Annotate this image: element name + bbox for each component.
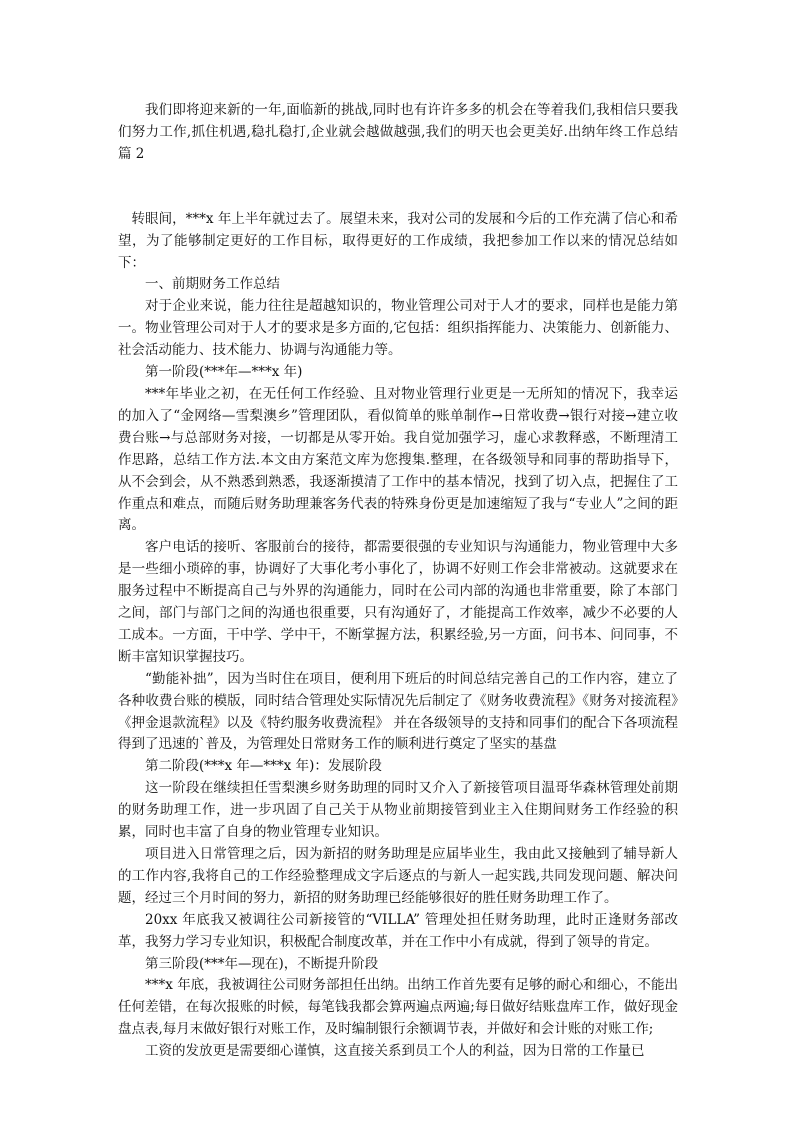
paragraph-project: 项目进入日常管理之后，因为新招的财务助理是应届毕业生，我由此又接触到了辅导新人的工作内容,我将自己的工作经验整理成文字后逐点的与新人一起实践,共同发现问题、解决问题，经过三个月时间的努力，新招的财务助理已经能够很好的胜任财务助理工作了。 bbox=[118, 846, 678, 906]
stage1-heading: 第一阶段(***年—***x 年) bbox=[145, 364, 303, 381]
paragraph-stage3: ***x 年底，我被调往公司财务部担任出纳。出纳工作首先要有足够的耐心和细心，不能出任何差错，在每次报账的时候，每笔钱我都会算两遍点两遍;每日做好结账盘库工作，做好现金盘点表,每月末做好银行对账工作，及时编制银行余额调节表，并做好和会计账的对账工作; bbox=[118, 977, 678, 1038]
paragraph-stage1: ***年毕业之初，在无任何工作经验、且对物业管理行业更是一无所知的情况下，我幸运的加入了“金网络—雪梨澳乡”管理团队，看似简单的账单制作→日常收费→银行对接→建立收费台账→与总部财务对接，一切都是从零开始。我自觉加强学习，虚心求教释惑，不断理清工作思路，总结工作方法.本文由方案范文库为您搜集.整理，在各级领导和同事的帮助指导下，从不会到会，从不熟悉到熟悉，我逐渐摸清了工作中的基本情况，找到了切入点，把握住了工作重点和难点，而随后财务助理兼客务代表的特殊身份更是加速缩短了我与“专业人”之间的距离。 bbox=[118, 385, 678, 534]
paragraph-ability: 对于企业来说，能力往往是超越知识的，物业管理公司对于人才的要求，同样也是能力第一。物业管理公司对于人才的要求是多方面的,它包括：组织指挥能力、决策能力、创新能力、社会活动能力、技术能力、协调与沟通能力等。 bbox=[118, 298, 678, 359]
paragraph-stage2: 这一阶段在继续担任雪梨澳乡财务助理的同时又介入了新接管项目温哥华森林管理处前期的财务助理工作，进一步巩固了自己关于从物业前期接管到业主入住期间财务工作经验的积累，同时也丰富了自身的物业管理专业知识。 bbox=[118, 780, 678, 841]
paragraph-salary: 工资的发放更是需要细心谨慎，这直接关系到员工个人的利益，因为日常的工作量已 bbox=[145, 1043, 645, 1060]
opening-paragraph: 转眼间，***x 年上半年就过去了。展望未来，我对公司的发展和今后的工作充满了信心和希望，为了能够制定更好的工作目标，取得更好的工作成绩，我把参加工作以来的情况总结如下： bbox=[118, 210, 678, 271]
document-body bbox=[118, 100, 678, 1063]
intro-paragraph: 我们即将迎来新的一年,面临新的挑战,同时也有许许多多的机会在等着我们,我相信只要我们努力工作,抓住机遇,稳扎稳打,企业就会越做越强,我们的明天也会更美好.出纳年终工作总结 篇 2 bbox=[118, 102, 678, 162]
section-heading: 一、前期财务工作总结 bbox=[145, 276, 280, 293]
paragraph-villa: 20xx 年底我又被调往公司新接管的“VILLA” 管理处担任财务助理，此时正逢财务部改革，我努力学习专业知识，积极配合制度改革，并在工作中小有成就，得到了领导的肯定。 bbox=[118, 911, 678, 950]
paragraph-gap bbox=[118, 166, 678, 209]
stage2-heading: 第二阶段(***x 年—***x 年)：发展阶段 bbox=[145, 758, 382, 775]
paragraph-customer: 客户电话的接听、客服前台的接待，都需要很强的专业知识与沟通能力，物业管理中大多是一些细小琐碎的事，协调好了大事化考小事化了，协调不好则工作会非常被动。这就要求在服务过程中不断提高自己与外界的沟通能力，同时在公司内部的沟通也非常重要，除了本部门之间，部门与部门之间的沟通也很重要，只有沟通好了，才能提高工作效率，减少不必要的人工成本。一方面，干中学、学中干，不断掌握方法，积累经验,另一方面，问书本、问同事，不断丰富知识掌握技巧。 bbox=[118, 539, 678, 665]
stage3-heading: 第三阶段(***年—现在)，不断提升阶段 bbox=[145, 955, 379, 972]
paragraph-diligence: “勤能补拙”，因为当时住在项目，便利用下班后的时间总结完善自己的工作内容，建立了各种收费台账的模版，同时结合管理处实际情况先后制定了《财务收费流程》《财务对接流程》《押金退款流程》以及《特约服务收费流程》 并在各级领导的支持和同事们的配合下各项流程得到了迅速的`普及，为管理处日常财务工作的顺利进行奠定了坚实的基盘 bbox=[118, 670, 678, 753]
